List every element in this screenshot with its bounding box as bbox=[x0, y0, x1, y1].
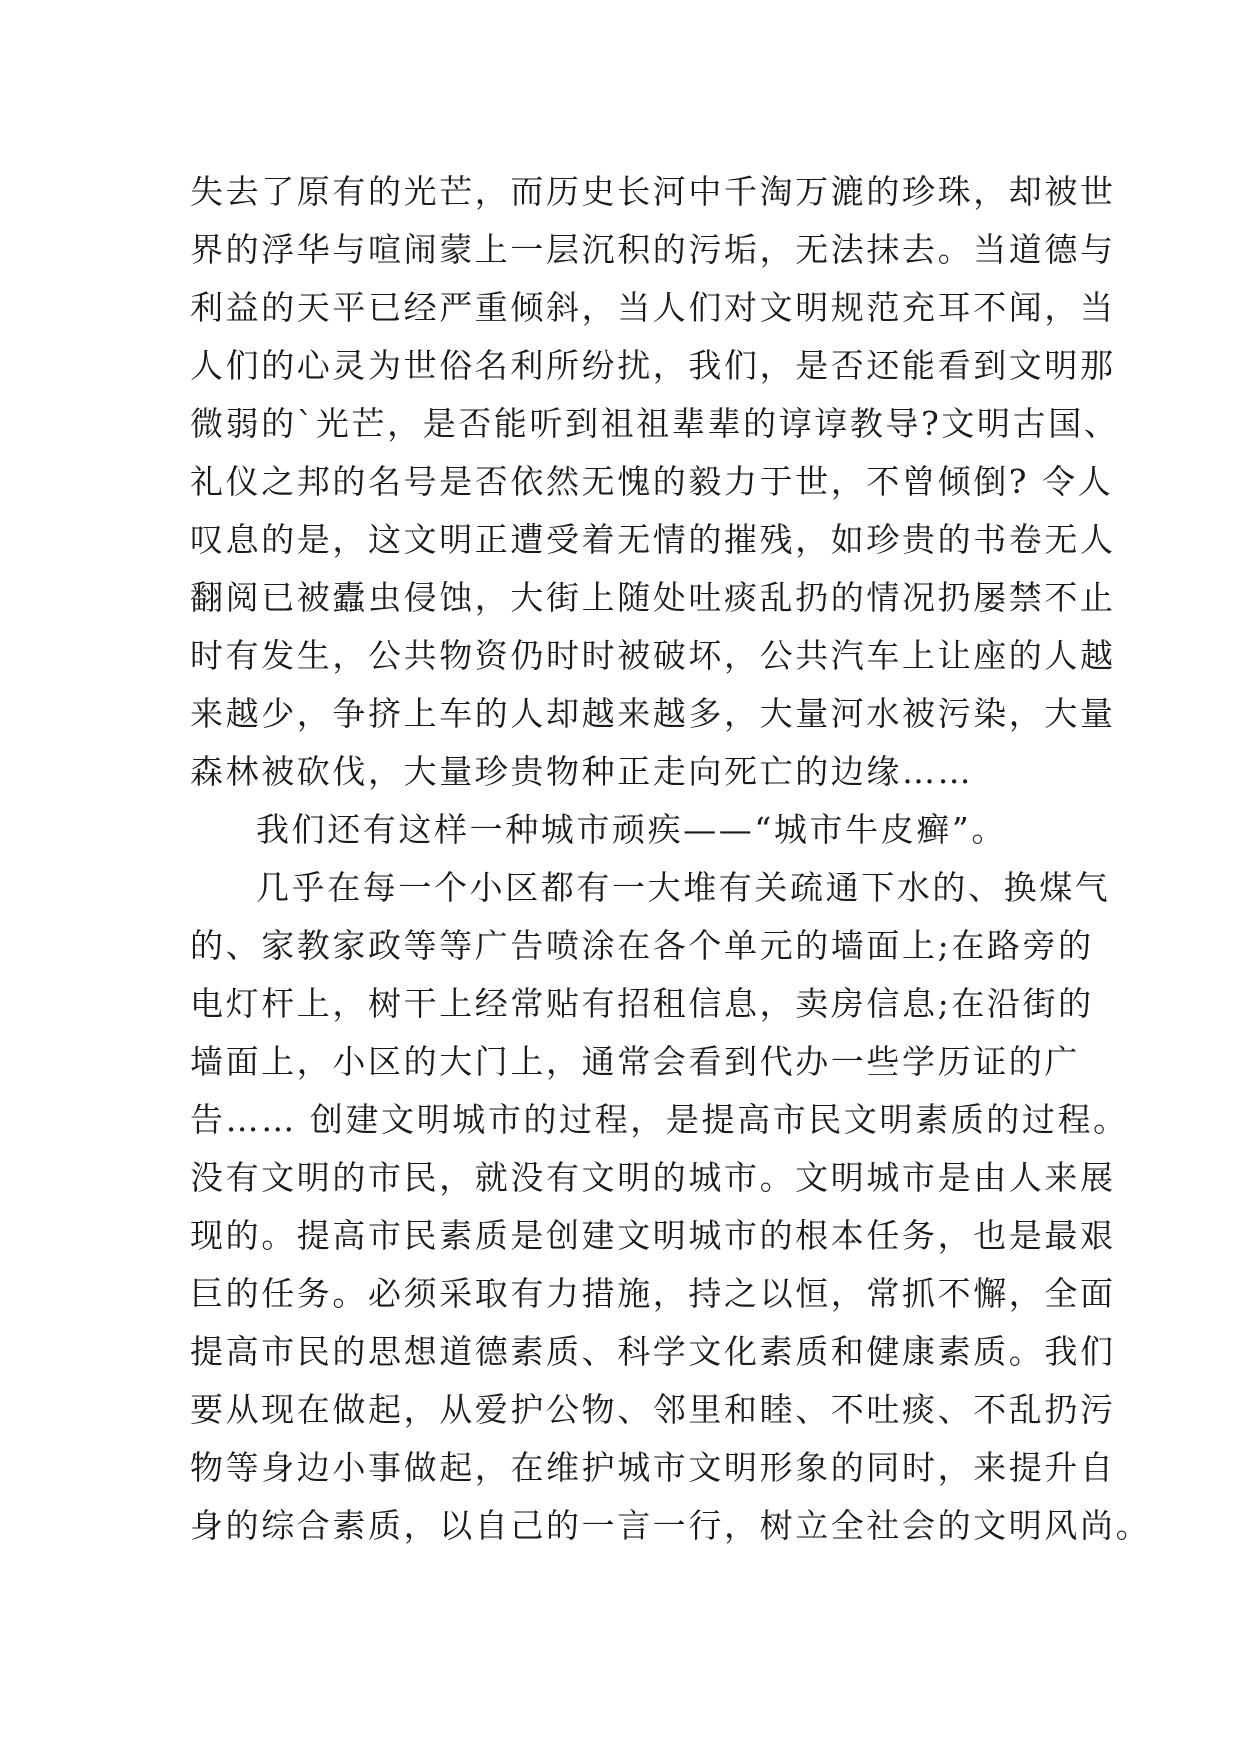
text-line: 提高市民的思想道德素质、科学文化素质和健康素质。我们 bbox=[190, 1332, 1116, 1371]
text-line: 失去了原有的光芒，而历史长河中千淘万漉的珍珠，却被世 bbox=[190, 172, 1116, 211]
text-line: 微弱的`光芒，是否能听到祖祖辈辈的谆谆教导?文明古国、 bbox=[190, 404, 1120, 443]
text-line: 巨的任务。必须采取有力措施，持之以恒，常抓不懈，全面 bbox=[190, 1274, 1116, 1313]
text-line: 身的综合素质，以自己的一言一行，树立全社会的文明风尚。 bbox=[190, 1506, 1152, 1545]
text-line: 告…… 创建文明城市的过程，是提高市民文明素质的过程。 bbox=[190, 1100, 1129, 1139]
text-line: 电灯杆上，树干上经常贴有招租信息，卖房信息;在沿街的 bbox=[190, 984, 1094, 1023]
text-line: 人们的心灵为世俗名利所纷扰，我们，是否还能看到文明那 bbox=[190, 346, 1116, 385]
text-line: 要从现在做起，从爱护公物、邻里和睦、不吐痰、不乱扔污 bbox=[190, 1390, 1116, 1429]
text-line: 没有文明的市民，就没有文明的城市。文明城市是由人来展 bbox=[190, 1158, 1116, 1197]
text-line: 现的。提高市民素质是创建文明城市的根本任务，也是最艰 bbox=[190, 1216, 1116, 1255]
text-line: 物等身边小事做起，在维护城市文明形象的同时，来提升自 bbox=[190, 1448, 1116, 1487]
text-line: 界的浮华与喧闹蒙上一层沉积的污垢，无法抹去。当道德与 bbox=[190, 230, 1116, 269]
text-line: 时有发生，公共物资仍时时被破坏，公共汽车上让座的人越 bbox=[190, 636, 1116, 675]
text-line: 叹息的是，这文明正遭受着无情的摧残，如珍贵的书卷无人 bbox=[190, 520, 1116, 559]
text-line: 翻阅已被蠹虫侵蚀，大街上随处吐痰乱扔的情况扔屡禁不止 bbox=[190, 578, 1116, 617]
text-line: 利益的天平已经严重倾斜，当人们对文明规范充耳不闻，当 bbox=[190, 288, 1116, 327]
paragraph-first-line: 我们还有这样一种城市顽疾——“城市牛皮癣”。 bbox=[256, 810, 1007, 849]
body-text bbox=[190, 163, 1152, 1555]
text-line: 来越少，争挤上车的人却越来越多，大量河水被污染，大量 bbox=[190, 694, 1116, 733]
text-line: 墙面上，小区的大门上，通常会看到代办一些学历证的广 bbox=[190, 1042, 1080, 1081]
paragraph-first-line: 几乎在每一个小区都有一大堆有关疏通下水的、换煤气 bbox=[256, 868, 1111, 907]
text-line: 的、家教家政等等广告喷涂在各个单元的墙面上;在路旁的 bbox=[190, 926, 1094, 965]
text-line: 礼仪之邦的名号是否依然无愧的毅力于世，不曾倾倒? 令人 bbox=[190, 462, 1114, 501]
text-line: 森林被砍伐，大量珍贵物种正走向死亡的边缘…… bbox=[190, 752, 974, 791]
